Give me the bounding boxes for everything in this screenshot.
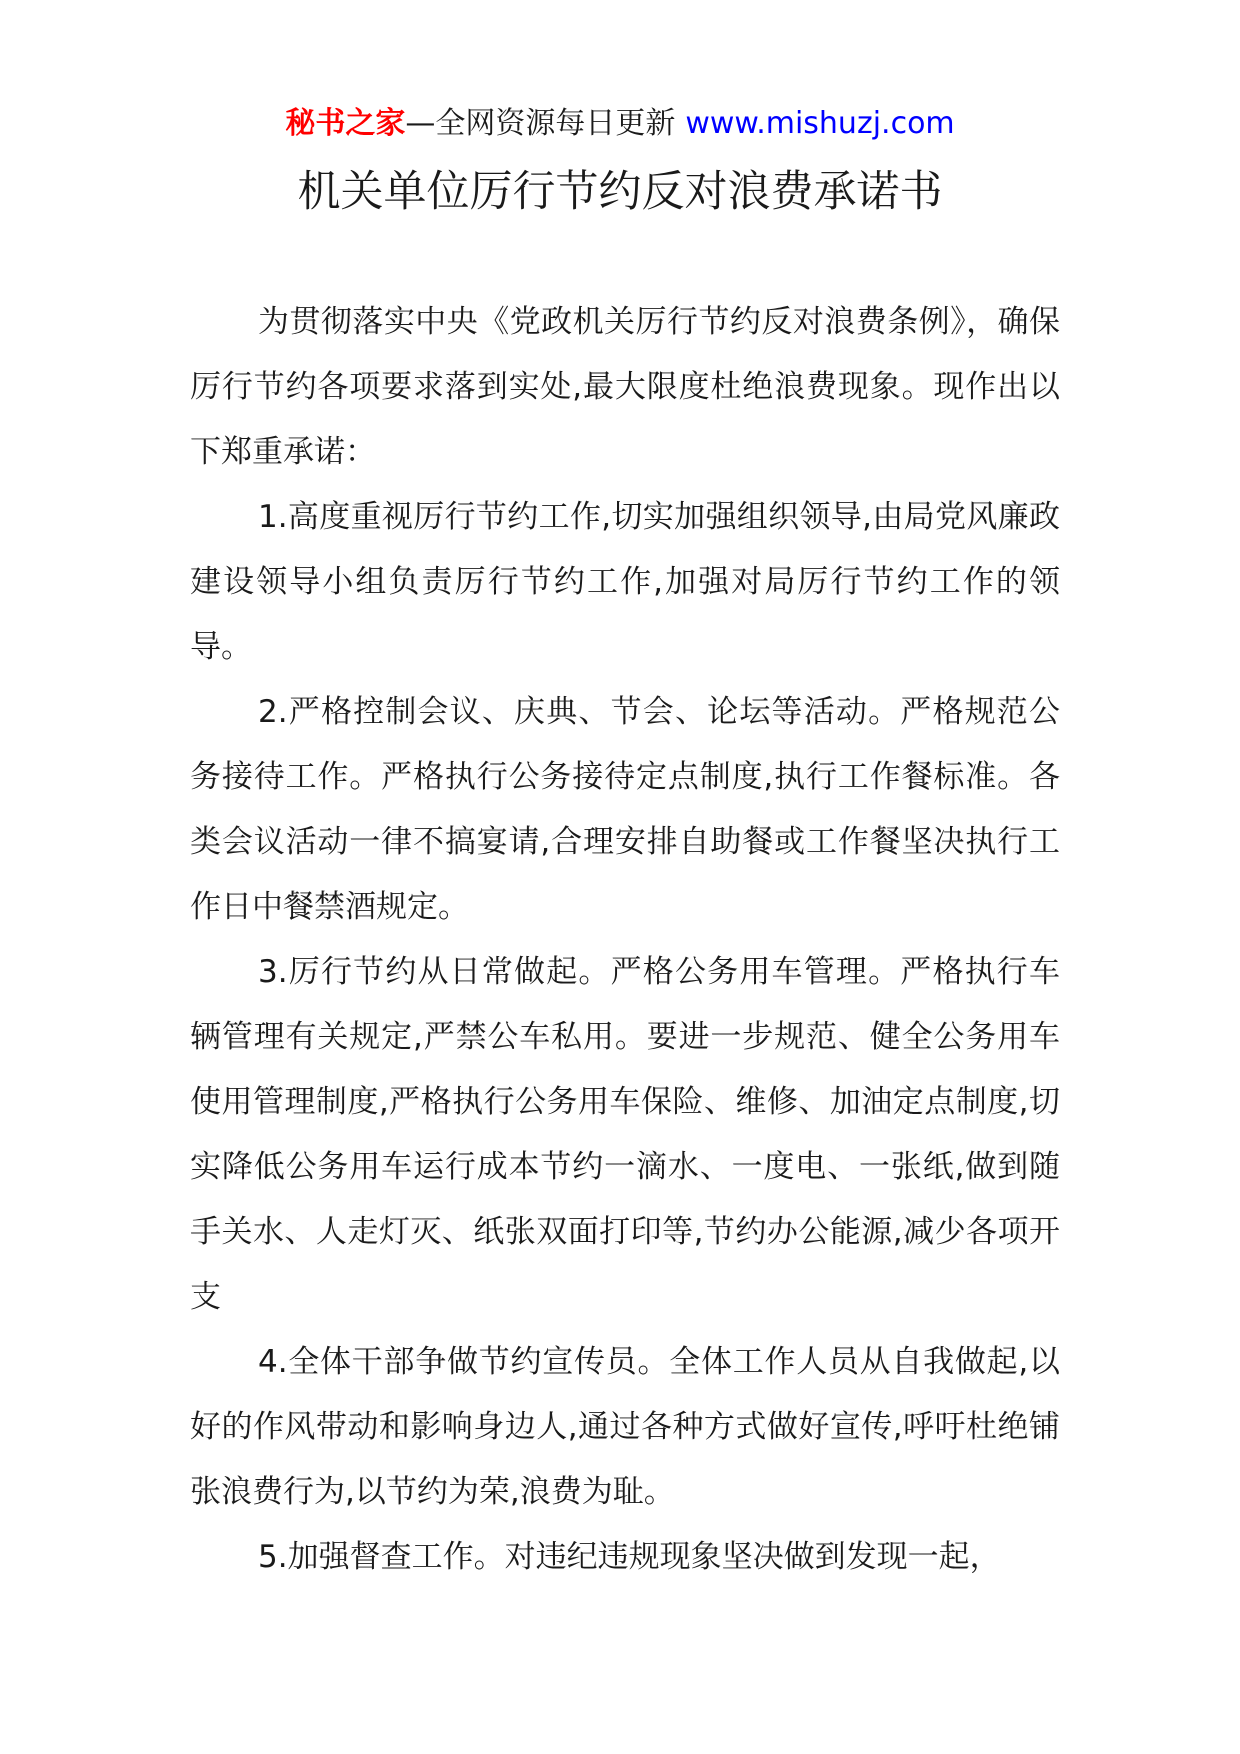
- document-body: [190, 290, 1060, 1590]
- commitment-item-4: 4.全体干部争做节约宣传员。全体工作人员从自我做起,以好的作风带动和影响身边人,通过各种方式做好宣传,呼吁杜绝铺张浪费行为,以节约为荣,浪费为耻。: [190, 1344, 1060, 1510]
- commitment-item-2: 2.严格控制会议、庆典、节会、论坛等活动。严格规范公务接待工作。严格执行公务接待定点制度,执行工作餐标准。各类会议活动一律不搞宴请,合理安排自助餐或工作餐坚决执行工作日中餐禁酒规定。: [190, 694, 1060, 925]
- site-header: [0, 102, 1240, 146]
- commitment-item-5: 5.加强督查工作。对违纪违规现象坚决做到发现一起，: [258, 1539, 1001, 1575]
- commitment-item-3: 3.厉行节约从日常做起。严格公务用车管理。严格执行车辆管理有关规定,严禁公车私用。要进一步规范、健全公务用车使用管理制度,严格执行公务用车保险、维修、加油定点制度,切实降低公务用车运行成本节约一滴水、一度电、一张纸,做到随手关水、人走灯灭、纸张双面打印等,节约办公能源,减少各项开支: [190, 954, 1060, 1315]
- site-url-link[interactable]: www.mishuzj.com: [685, 106, 955, 141]
- commitment-item-1: 1.高度重视厉行节约工作,切实加强组织领导,由局党风廉政建设领导小组负责厉行节约工作,加强对局厉行节约工作的领导。: [190, 499, 1060, 665]
- intro-paragraph: 为贯彻落实中央《党政机关厉行节约反对浪费条例》，确保厉行节约各项要求落到实处,最大限度杜绝浪费现象。现作出以下郑重承诺：: [190, 304, 1060, 470]
- document-title: 机关单位厉行节约反对浪费承诺书: [297, 167, 943, 217]
- brand-name: 秘书之家: [285, 106, 406, 141]
- header-tagline: —全网资源每日更新: [405, 106, 676, 141]
